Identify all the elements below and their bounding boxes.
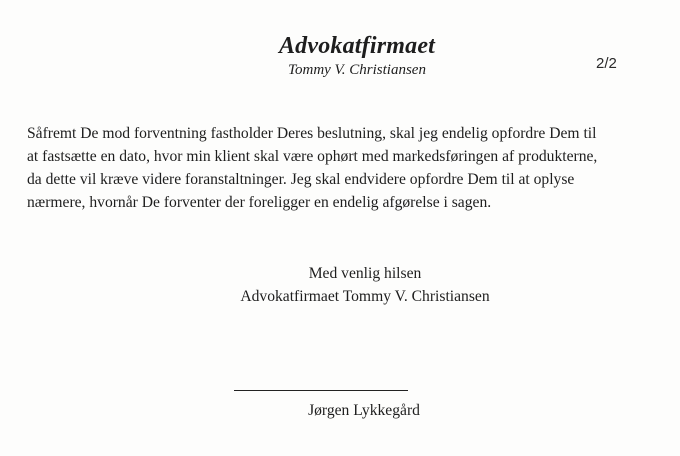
signer-block [0, 401, 680, 421]
closing-block [0, 262, 680, 308]
firm-name: Advokatfirmaet [278, 33, 436, 59]
body-line: nærmere, hvornår De forventer der foreligger en endelig afgørelse i sagen. [27, 194, 492, 211]
signature-line [234, 390, 408, 391]
signer-name: Jørgen Lykkegård [308, 402, 420, 419]
body-line: da dette vil kræve videre foranstaltninger. Jeg skal endvidere opfordre Dem til at oplyse [27, 171, 575, 188]
letter-body [27, 122, 627, 214]
body-line: at fastsætte en dato, hvor min klient skal være ophørt med markedsføringen af produkterne, [27, 148, 598, 165]
closing-firm: Advokatfirmaet Tommy V. Christiansen [240, 288, 490, 305]
letterhead [0, 32, 680, 79]
page-number: 2/2 [596, 55, 617, 72]
scan-artifact [8, 8, 48, 14]
closing-greeting: Med venlig hilsen [308, 265, 422, 282]
firm-subtitle: Tommy V. Christiansen [288, 62, 426, 78]
body-line: Såfremt De mod forventning fastholder Deres beslutning, skal jeg endelig opfordre Dem til [27, 125, 597, 142]
